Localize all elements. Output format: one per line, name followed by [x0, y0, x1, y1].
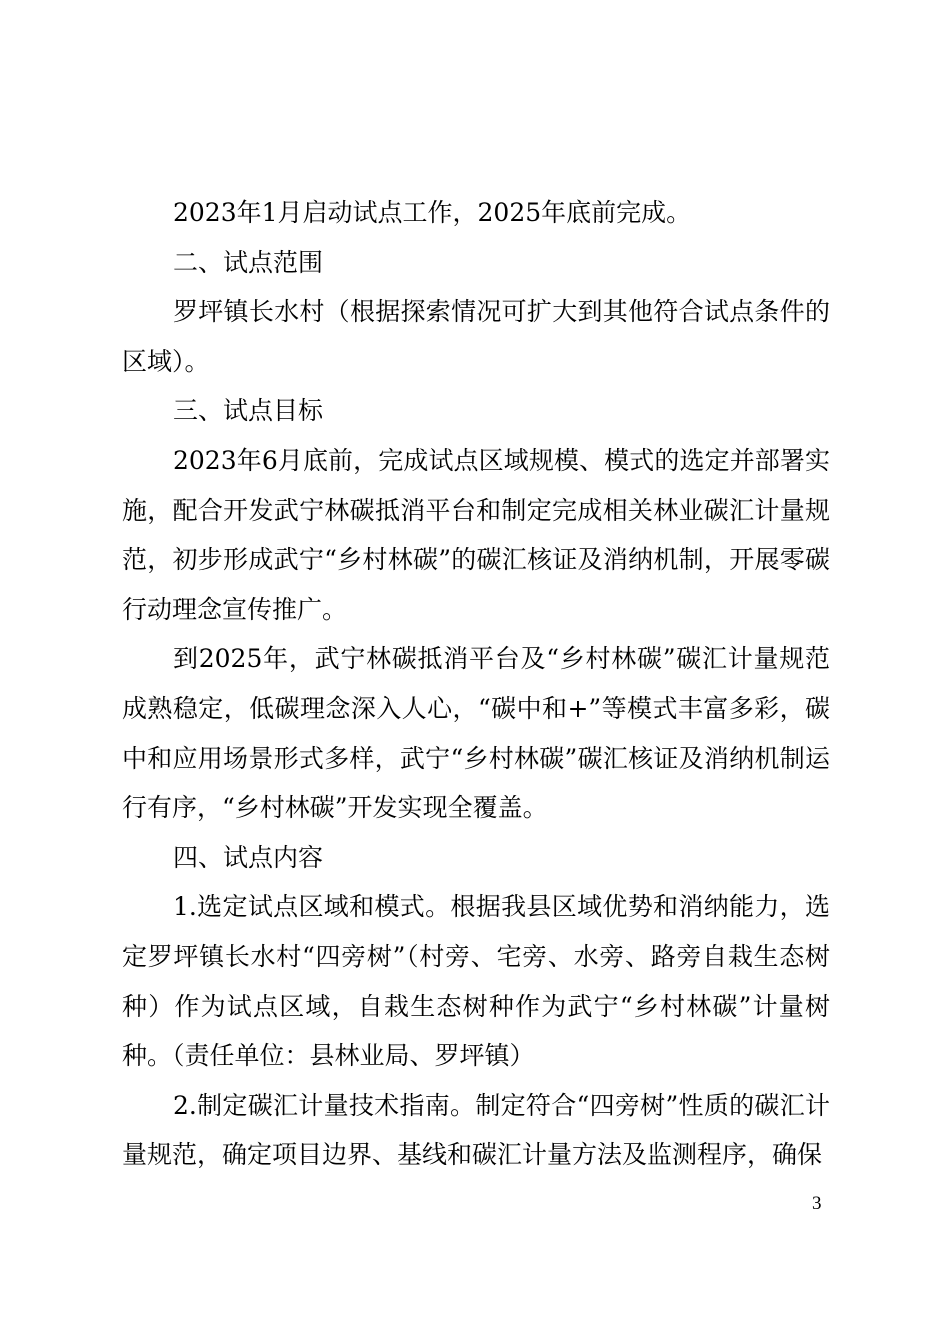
paragraph-pilot-scope: 罗坪镇长水村（根据探索情况可扩大到其他符合试点条件的区域）。: [122, 297, 830, 376]
heading-pilot-scope: 二、试点范围: [173, 247, 324, 277]
heading-pilot-goals: 三、试点目标: [173, 396, 324, 426]
heading-pilot-content: 四、试点内容: [173, 842, 324, 872]
document-body: [122, 188, 830, 1180]
paragraph-goal-2025: 到2025年，武宁林碳抵消平台及“乡村林碳”碳汇计量规范成熟稳定，低碳理念深入人心，“碳中和+”等模式丰富多彩，碳中和应用场景形式多样，武宁“乡村林碳”碳汇核证及消纳机制运行有序，“乡村林碳”开发实现全覆盖。: [122, 644, 830, 823]
page-number: 3: [812, 1193, 822, 1214]
paragraph-content-item-1: 1.选定试点区域和模式。根据我县区域优势和消纳能力，选定罗坪镇长水村“四旁树”（村旁、宅旁、水旁、路旁自栽生态树种）作为试点区域，自栽生态树种作为武宁“乡村林碳”计量树种。（责任单位：县林业局、罗坪镇）: [122, 892, 830, 1071]
paragraph-timeline: 2023年1月启动试点工作，2025年底前完成。: [173, 198, 692, 227]
paragraph-content-item-2: 2.制定碳汇计量技术指南。制定符合“四旁树”性质的碳汇计量规范，确定项目边界、基线和碳汇计量方法及监测程序，确保: [122, 1090, 830, 1170]
paragraph-goal-2023: 2023年6月底前，完成试点区域规模、模式的选定并部署实施，配合开发武宁林碳抵消平台和制定完成相关林业碳汇计量规范，初步形成武宁“乡村林碳”的碳汇核证及消纳机制，开展零碳行动理念宣传推广。: [122, 445, 830, 624]
